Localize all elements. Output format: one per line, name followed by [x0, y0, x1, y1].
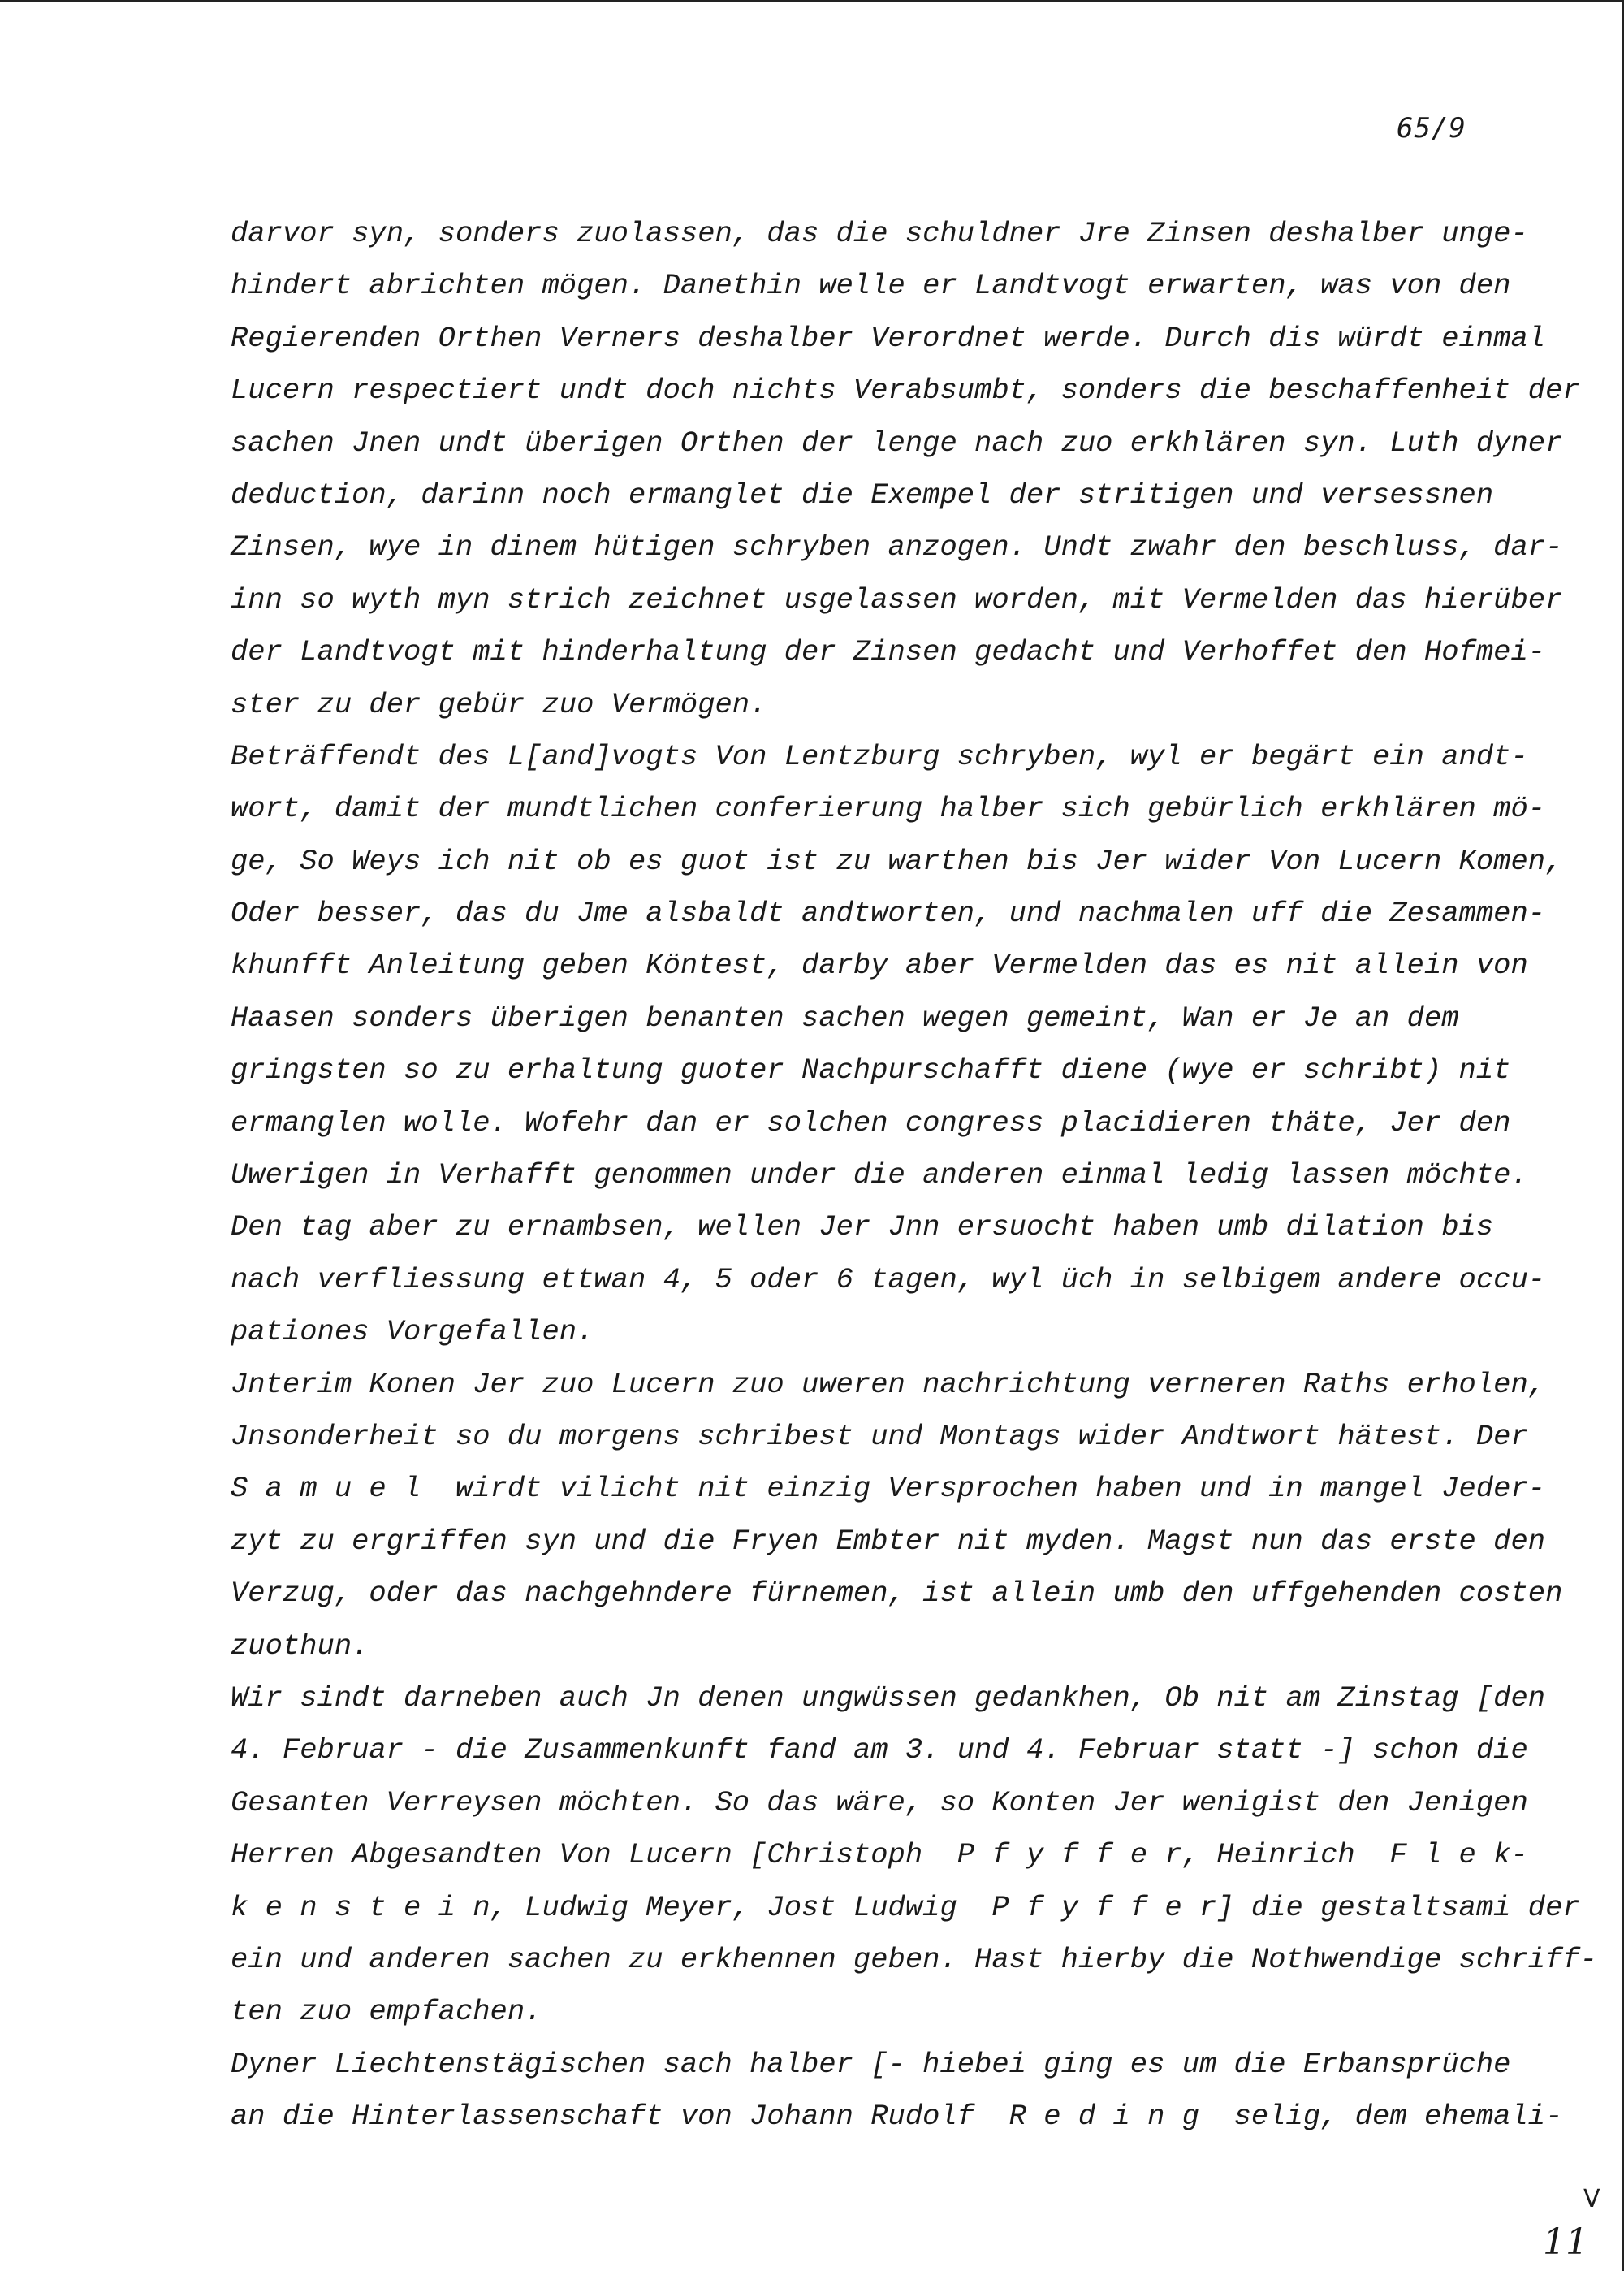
text-line: hindert abrichten mögen. Danethin welle er Landtvogt erwarten, was von den	[231, 269, 1511, 303]
text-line: Haasen sonders überigen benanten sachen wegen gemeint, Wan er Je an dem	[231, 1001, 1459, 1035]
text-line: sachen Jnen undt überigen Orthen der lenge nach zuo erkhlären syn. Luth dyner	[231, 426, 1563, 460]
text-line: Verzug, oder das nachgehndere fürnemen, ist allein umb den uffgehenden costen	[231, 1577, 1563, 1611]
text-line: Zinsen, wye in dinem hütigen schryben anzogen. Undt zwahr den beschluss, dar-	[231, 530, 1563, 565]
text-line: Den tag aber zu ernambsen, wellen Jer Jnn ersuocht haben umb dilation bis	[231, 1210, 1494, 1244]
text-line: inn so wyth myn strich zeichnet usgelassen worden, mit Vermelden das hierüber	[231, 582, 1563, 616]
text-line: gringsten so zu erhaltung guoter Nachpurschafft diene (wye er schribt) nit	[231, 1053, 1511, 1088]
text-line: zyt zu ergriffen syn und die Fryen Embter nit myden. Magst nun das erste den	[231, 1524, 1546, 1558]
text-line: ermanglen wolle. Wofehr dan er solchen congress placidieren thäte, Jer den	[231, 1105, 1511, 1140]
text-line: Regierenden Orthen Verners deshalber Verordnet werde. Durch dis würdt einmal	[231, 321, 1546, 355]
text-line: Herren Abgesandten Von Lucern [Christoph P f y f f e r, Heinrich F l e k-	[231, 1838, 1528, 1872]
text-line: ge, So Weys ich nit ob es guot ist zu warthen bis Jer wider Von Lucern Komen,	[231, 844, 1563, 878]
text-line: Lucern respectiert undt doch nichts Verabsumbt, sonders die beschaffenheit der	[231, 374, 1580, 408]
text-line: ster zu der gebür zuo Vermögen.	[231, 687, 767, 721]
page-edge-top	[0, 0, 1624, 2]
text-line: zuothun.	[231, 1629, 369, 1663]
text-line: Dyner Liechtenstägischen sach halber [- hiebei ging es um die Erbansprüche	[231, 2047, 1511, 2081]
text-line: der Landtvogt mit hinderhaltung der Zinsen gedacht und Verhoffet den Hofmei-	[231, 635, 1546, 669]
page-number: 65/9	[1397, 112, 1466, 145]
text-line: nach verfliessung ettwan 4, 5 oder 6 tagen, wyl üch in selbigem andere occu-	[231, 1262, 1546, 1296]
text-line: Gesanten Verreysen möchten. So das wäre, so Konten Jer wenigist den Jenigen	[231, 1785, 1528, 1819]
text-line: Wir sindt darneben auch Jn denen ungwüssen gedankhen, Ob nit am Zinstag [den	[231, 1681, 1546, 1715]
text-line: 4. Februar - die Zusammenkunft fand am 3. und 4. Februar statt -] schon die	[231, 1733, 1528, 1767]
text-line: an die Hinterlassenschaft von Johann Rudolf R e d i n g selig, dem ehemali-	[231, 2100, 1563, 2134]
text-line: ein und anderen sachen zu erkhennen geben. Hast hierby die Nothwendige schriff-	[231, 1942, 1597, 1976]
text-line: Jnsonderheit so du morgens schribest und Montags wider Andtwort hätest. Der	[231, 1419, 1528, 1453]
text-line: Beträffendt des L[and]vogts Von Lentzburg schryben, wyl er begärt ein andt-	[231, 739, 1528, 773]
text-line: Oder besser, das du Jme alsbaldt andtworten, und nachmalen uff die Zesammen-	[231, 897, 1546, 931]
text-line: Uwerigen in Verhafft genommen under die anderen einmal ledig lassen möchte.	[231, 1158, 1528, 1192]
text-line: darvor syn, sonders zuolassen, das die schuldner Jre Zinsen deshalber unge-	[231, 217, 1528, 250]
text-line: Jnterim Konen Jer zuo Lucern zuo uweren nachrichtung verneren Raths erholen,	[231, 1367, 1546, 1401]
text-line: k e n s t e i n, Ludwig Meyer, Jost Ludwig P f y f f e r] die gestaltsami der	[231, 1890, 1580, 1924]
text-line: ten zuo empfachen.	[231, 1995, 542, 2029]
letter-body	[231, 208, 1597, 2143]
text-line: S a m u e l wirdt vilicht nit einzig Versprochen haben und in mangel Jeder-	[231, 1472, 1546, 1506]
handwritten-folio-number: 11	[1543, 2221, 1588, 2263]
text-line: wort, damit der mundtlichen conferierung halber sich gebürlich erkhlären mö-	[231, 792, 1546, 826]
margin-check-mark: V	[1583, 2185, 1600, 2213]
text-line: deduction, darinn noch ermanglet die Exempel der stritigen und versessnen	[231, 478, 1494, 512]
text-line: pationes Vorgefallen.	[231, 1315, 594, 1349]
text-line: khunfft Anleitung geben Köntest, darby aber Vermelden das es nit allein von	[231, 949, 1528, 983]
